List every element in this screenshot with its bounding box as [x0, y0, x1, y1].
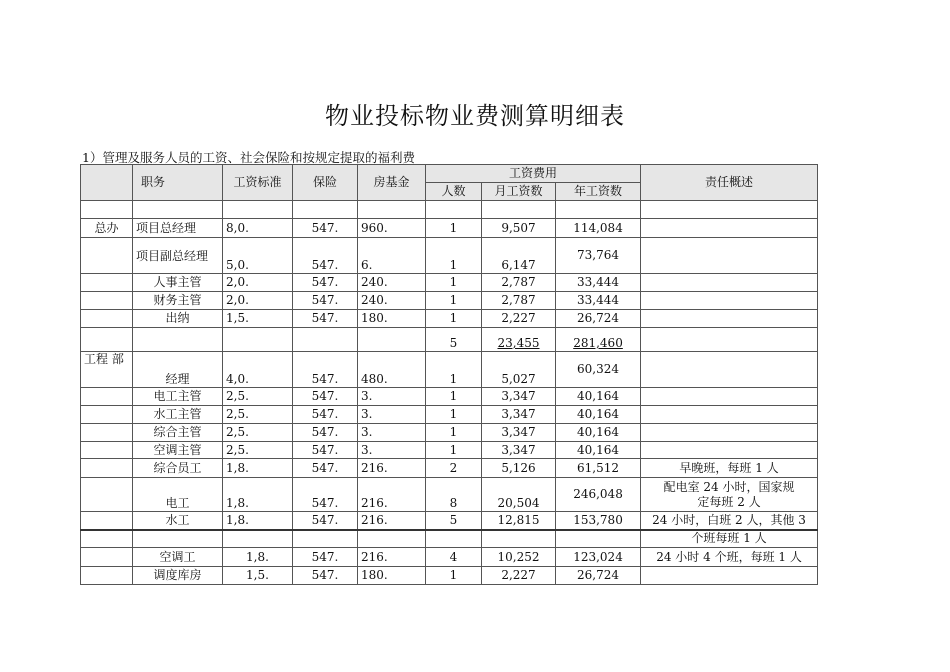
duty-cell: 早晚班，每班 1 人: [641, 459, 818, 478]
wage-cell: 1,5.: [223, 310, 293, 328]
monthly-cell: 12,815: [482, 512, 556, 530]
wage-cell: 2,5.: [223, 424, 293, 442]
dept-cell: [81, 292, 133, 310]
header-duty: 责任概述: [641, 165, 818, 201]
housing-cell: 6.: [358, 238, 426, 274]
dept-cell: [81, 512, 133, 530]
duty-cell: [641, 328, 818, 352]
table-row: [81, 548, 818, 567]
monthly-cell: 6,147: [482, 238, 556, 274]
insurance-cell: 547.: [293, 388, 358, 406]
dept-cell: 总办: [81, 219, 133, 238]
annual-total-cell: 281,460: [556, 328, 641, 352]
cost-table: [80, 164, 818, 585]
housing-cell: 180.: [358, 310, 426, 328]
duty-cell: 24 小时 4 个班，每班 1 人: [641, 548, 818, 567]
table-row: [81, 459, 818, 478]
role-cell: 调度库房: [133, 567, 223, 585]
wage-cell: 2,5.: [223, 442, 293, 459]
monthly-cell: 3,347: [482, 442, 556, 459]
count-cell: 5: [426, 328, 482, 352]
table-row: [81, 238, 818, 274]
count-cell: 1: [426, 442, 482, 459]
role-cell: 综合员工: [133, 459, 223, 478]
header-insurance: 保险: [293, 165, 358, 201]
insurance-cell: [293, 530, 358, 548]
wage-cell: 1,8.: [223, 548, 293, 567]
annual-cell: 73,764: [556, 238, 641, 274]
table-row: [81, 567, 818, 585]
count-cell: 4: [426, 548, 482, 567]
header-dept: [81, 165, 133, 201]
wage-cell: 4,0.: [223, 352, 293, 388]
monthly-cell: 3,347: [482, 424, 556, 442]
table-row: [81, 388, 818, 406]
count-cell: 1: [426, 388, 482, 406]
wage-cell: 8,0.: [223, 219, 293, 238]
table-row: [81, 442, 818, 459]
header-annual: 年工资数: [556, 183, 641, 201]
count-cell: [426, 530, 482, 548]
duty-cell: [641, 567, 818, 585]
monthly-cell: 2,787: [482, 292, 556, 310]
housing-cell: [358, 530, 426, 548]
dept-cell: [81, 274, 133, 292]
wage-cell: [223, 530, 293, 548]
wage-cell: 1,8.: [223, 512, 293, 530]
annual-cell: 40,164: [556, 406, 641, 424]
housing-cell: 216.: [358, 478, 426, 512]
insurance-cell: 547.: [293, 548, 358, 567]
housing-cell: [358, 328, 426, 352]
table-row: [81, 292, 818, 310]
insurance-cell: 547.: [293, 274, 358, 292]
header-role: 职务: [133, 165, 223, 201]
insurance-cell: 547.: [293, 442, 358, 459]
annual-cell: 40,164: [556, 442, 641, 459]
role-cell: 出纳: [133, 310, 223, 328]
duty-cell: [641, 219, 818, 238]
role-cell: [133, 530, 223, 548]
role-cell: 空调主管: [133, 442, 223, 459]
role-cell: 经理: [133, 352, 223, 388]
wage-cell: [223, 328, 293, 352]
count-cell: 1: [426, 219, 482, 238]
insurance-cell: 547.: [293, 478, 358, 512]
table-row: [81, 530, 818, 548]
dept-cell: [81, 310, 133, 328]
monthly-cell: 2,227: [482, 310, 556, 328]
insurance-cell: [293, 328, 358, 352]
dept-cell: [81, 238, 133, 274]
count-cell: 1: [426, 292, 482, 310]
role-cell: 财务主管: [133, 292, 223, 310]
count-cell: 2: [426, 459, 482, 478]
header-wage-group: 工资费用: [426, 165, 641, 183]
role-cell: [133, 328, 223, 352]
monthly-total-cell: 23,455: [482, 328, 556, 352]
count-cell: 1: [426, 567, 482, 585]
housing-cell: 180.: [358, 567, 426, 585]
annual-cell: 123,024: [556, 548, 641, 567]
table-row: [81, 352, 818, 388]
wage-cell: 5,0.: [223, 238, 293, 274]
annual-cell: 153,780: [556, 512, 641, 530]
role-cell: 电工: [133, 478, 223, 512]
dept-cell: [81, 459, 133, 478]
count-cell: 1: [426, 352, 482, 388]
subtotal-row: [81, 328, 818, 352]
role-cell: 电工主管: [133, 388, 223, 406]
duty-cell: [641, 310, 818, 328]
header-wage: 工资标准: [223, 165, 293, 201]
role-cell: 项目副总经理: [133, 238, 223, 274]
table-row: [81, 512, 818, 530]
insurance-cell: 547.: [293, 219, 358, 238]
header-housing: 房基金: [358, 165, 426, 201]
annual-cell: 26,724: [556, 310, 641, 328]
insurance-cell: 547.: [293, 406, 358, 424]
insurance-cell: 547.: [293, 352, 358, 388]
housing-cell: 240.: [358, 274, 426, 292]
insurance-cell: 547.: [293, 567, 358, 585]
insurance-cell: 547.: [293, 512, 358, 530]
annual-cell: 33,444: [556, 292, 641, 310]
wage-cell: 2,5.: [223, 406, 293, 424]
table-row: [81, 478, 818, 512]
housing-cell: 3.: [358, 442, 426, 459]
housing-cell: 480.: [358, 352, 426, 388]
annual-cell: 246,048: [556, 478, 641, 512]
monthly-cell: 2,227: [482, 567, 556, 585]
count-cell: 1: [426, 274, 482, 292]
wage-cell: 1,8.: [223, 478, 293, 512]
monthly-cell: 20,504: [482, 478, 556, 512]
annual-cell: 40,164: [556, 388, 641, 406]
duty-cell: 24 小时，白班 2 人，其他 3: [641, 512, 818, 530]
spacer-row: [81, 201, 818, 219]
table-row: [81, 219, 818, 238]
count-cell: 1: [426, 424, 482, 442]
role-cell: 空调工: [133, 548, 223, 567]
role-cell: 人事主管: [133, 274, 223, 292]
count-cell: 8: [426, 478, 482, 512]
monthly-cell: 5,027: [482, 352, 556, 388]
section-subtitle: 1）管理及服务人员的工资、社会保险和按规定提取的福利费: [82, 150, 415, 165]
role-cell: 水工: [133, 512, 223, 530]
housing-cell: 216.: [358, 548, 426, 567]
insurance-cell: 547.: [293, 459, 358, 478]
dept-cell: [81, 478, 133, 512]
duty-cell: [641, 352, 818, 388]
wage-cell: 2,0.: [223, 292, 293, 310]
count-cell: 5: [426, 512, 482, 530]
count-cell: 1: [426, 406, 482, 424]
wage-cell: 1,5.: [223, 567, 293, 585]
annual-cell: 61,512: [556, 459, 641, 478]
dept-cell: [81, 567, 133, 585]
duty-cell: [641, 292, 818, 310]
count-cell: 1: [426, 238, 482, 274]
monthly-cell: 10,252: [482, 548, 556, 567]
annual-cell: 26,724: [556, 567, 641, 585]
role-cell: 项目总经理: [133, 219, 223, 238]
dept-cell: [81, 388, 133, 406]
count-cell: 1: [426, 310, 482, 328]
annual-cell: 40,164: [556, 424, 641, 442]
monthly-cell: 5,126: [482, 459, 556, 478]
annual-cell: 60,324: [556, 352, 641, 388]
header-count: 人数: [426, 183, 482, 201]
table-row: [81, 424, 818, 442]
duty-cell: 个班每班 1 人: [641, 530, 818, 548]
insurance-cell: 547.: [293, 292, 358, 310]
header-monthly: 月工资数: [482, 183, 556, 201]
dept-cell: [81, 442, 133, 459]
table-row: [81, 310, 818, 328]
duty-cell: [641, 424, 818, 442]
housing-cell: 216.: [358, 512, 426, 530]
monthly-cell: [482, 530, 556, 548]
dept-cell: [81, 530, 133, 548]
dept-cell: [81, 424, 133, 442]
duty-cell: [641, 238, 818, 274]
annual-cell: [556, 530, 641, 548]
role-cell: 水工主管: [133, 406, 223, 424]
duty-cell: 配电室 24 小时，国家规定每班 2 人: [641, 478, 818, 512]
dept-cell: [81, 328, 133, 352]
dept-cell: [81, 406, 133, 424]
dept-cell: 工程 部: [81, 352, 133, 388]
monthly-cell: 2,787: [482, 274, 556, 292]
housing-cell: 216.: [358, 459, 426, 478]
wage-cell: 2,5.: [223, 388, 293, 406]
housing-cell: 3.: [358, 424, 426, 442]
annual-cell: 33,444: [556, 274, 641, 292]
wage-cell: 1,8.: [223, 459, 293, 478]
monthly-cell: 9,507: [482, 219, 556, 238]
duty-cell: [641, 442, 818, 459]
monthly-cell: 3,347: [482, 406, 556, 424]
annual-cell: 114,084: [556, 219, 641, 238]
housing-cell: 3.: [358, 388, 426, 406]
header-row: [81, 165, 818, 183]
document-title: 物业投标物业费测算明细表: [325, 102, 625, 130]
table-row: [81, 274, 818, 292]
insurance-cell: 547.: [293, 310, 358, 328]
duty-cell: [641, 274, 818, 292]
insurance-cell: 547.: [293, 238, 358, 274]
housing-cell: 3.: [358, 406, 426, 424]
insurance-cell: 547.: [293, 424, 358, 442]
monthly-cell: 3,347: [482, 388, 556, 406]
dept-cell: [81, 548, 133, 567]
role-cell: 综合主管: [133, 424, 223, 442]
wage-cell: 2,0.: [223, 274, 293, 292]
table-row: [81, 406, 818, 424]
duty-cell: [641, 388, 818, 406]
duty-cell: [641, 406, 818, 424]
housing-cell: 960.: [358, 219, 426, 238]
housing-cell: 240.: [358, 292, 426, 310]
